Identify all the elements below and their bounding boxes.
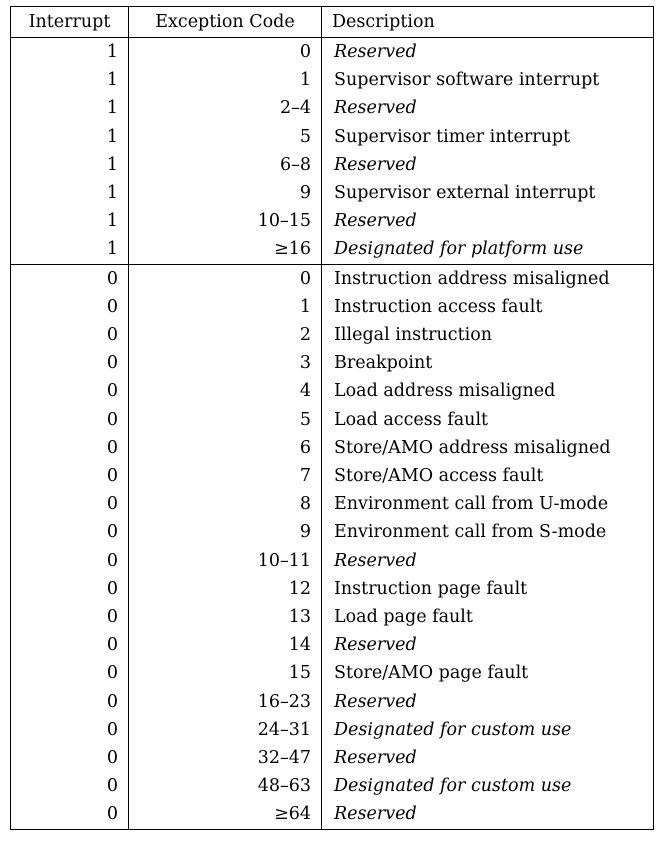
interrupt-cell: 0 <box>11 716 129 744</box>
table-row <box>11 603 654 631</box>
interrupt-cell: 0 <box>11 349 129 377</box>
description-cell: Illegal instruction <box>322 321 654 349</box>
description-cell: Supervisor software interrupt <box>322 66 654 94</box>
description-cell: Reserved <box>322 94 654 122</box>
table-row <box>11 151 654 179</box>
exception-code-cell: 48–63 <box>129 772 322 800</box>
exception-code-cell: 24–31 <box>129 716 322 744</box>
interrupt-cell: 0 <box>11 631 129 659</box>
interrupt-cell: 0 <box>11 659 129 687</box>
table-row <box>11 235 654 264</box>
interrupt-cell: 0 <box>11 321 129 349</box>
interrupt-cell: 0 <box>11 772 129 800</box>
interrupt-cell: 0 <box>11 462 129 490</box>
exception-code-cell: 0 <box>129 264 322 293</box>
description-cell: Reserved <box>322 744 654 772</box>
exception-code-cell: 32–47 <box>129 744 322 772</box>
description-cell: Breakpoint <box>322 349 654 377</box>
description-cell: Environment call from U-mode <box>322 490 654 518</box>
description-cell: Environment call from S-mode <box>322 518 654 546</box>
exception-code-cell: 1 <box>129 66 322 94</box>
interrupt-cell: 0 <box>11 434 129 462</box>
exception-code-cell: 8 <box>129 490 322 518</box>
interrupt-cell: 1 <box>11 66 129 94</box>
interrupt-cell: 1 <box>11 235 129 264</box>
table-row <box>11 631 654 659</box>
table-row <box>11 349 654 377</box>
table-row <box>11 518 654 546</box>
exception-code-cell: 13 <box>129 603 322 631</box>
table-row <box>11 800 654 829</box>
exception-code-cell: 0 <box>129 38 322 67</box>
interrupt-cell: 0 <box>11 377 129 405</box>
interrupt-cell: 1 <box>11 179 129 207</box>
interrupt-cell: 0 <box>11 490 129 518</box>
table-row <box>11 772 654 800</box>
description-cell: Reserved <box>322 800 654 829</box>
exception-code-cell: ≥16 <box>129 235 322 264</box>
exception-code-cell: 6–8 <box>129 151 322 179</box>
table-row <box>11 66 654 94</box>
exception-code-cell: 1 <box>129 293 322 321</box>
exception-code-cell: 12 <box>129 575 322 603</box>
description-cell: Reserved <box>322 38 654 67</box>
table-row <box>11 264 654 293</box>
table-row <box>11 207 654 235</box>
exception-code-cell: ≥64 <box>129 800 322 829</box>
description-cell: Designated for custom use <box>322 772 654 800</box>
description-cell: Designated for custom use <box>322 716 654 744</box>
description-cell: Designated for platform use <box>322 235 654 264</box>
exception-code-cell: 14 <box>129 631 322 659</box>
description-cell: Instruction address misaligned <box>322 264 654 293</box>
exception-code-cell: 2–4 <box>129 94 322 122</box>
description-cell: Reserved <box>322 631 654 659</box>
interrupt-cell: 1 <box>11 123 129 151</box>
exception-code-cell: 9 <box>129 179 322 207</box>
interrupt-cell: 0 <box>11 800 129 829</box>
table-row <box>11 490 654 518</box>
description-cell: Supervisor timer interrupt <box>322 123 654 151</box>
table-row <box>11 293 654 321</box>
description-cell: Load access fault <box>322 406 654 434</box>
table-row <box>11 406 654 434</box>
table-row <box>11 716 654 744</box>
interrupt-cell: 1 <box>11 38 129 67</box>
interrupt-cell: 0 <box>11 406 129 434</box>
exception-code-cell: 6 <box>129 434 322 462</box>
description-cell: Reserved <box>322 207 654 235</box>
table-body <box>11 38 654 830</box>
description-cell: Reserved <box>322 151 654 179</box>
interrupt-cell: 0 <box>11 293 129 321</box>
description-cell: Load address misaligned <box>322 377 654 405</box>
exception-code-cell: 5 <box>129 406 322 434</box>
interrupt-cell: 0 <box>11 518 129 546</box>
interrupt-cell: 0 <box>11 688 129 716</box>
table-row <box>11 123 654 151</box>
table-row <box>11 688 654 716</box>
interrupt-cell: 1 <box>11 207 129 235</box>
table-row <box>11 377 654 405</box>
interrupt-cell: 0 <box>11 744 129 772</box>
description-cell: Instruction access fault <box>322 293 654 321</box>
description-cell: Load page fault <box>322 603 654 631</box>
table-row <box>11 659 654 687</box>
exception-code-cell: 4 <box>129 377 322 405</box>
table-row <box>11 38 654 67</box>
table-row <box>11 94 654 122</box>
description-cell: Store/AMO page fault <box>322 659 654 687</box>
exception-code-cell: 10–15 <box>129 207 322 235</box>
table-row <box>11 462 654 490</box>
exception-code-cell: 15 <box>129 659 322 687</box>
exception-code-cell: 3 <box>129 349 322 377</box>
exception-code-cell: 2 <box>129 321 322 349</box>
exception-code-cell: 5 <box>129 123 322 151</box>
header-row <box>11 7 654 38</box>
interrupt-header: Interrupt <box>11 7 129 38</box>
interrupt-cell: 1 <box>11 151 129 179</box>
table-row <box>11 321 654 349</box>
table-row <box>11 575 654 603</box>
exception-code-cell: 7 <box>129 462 322 490</box>
interrupt-cell: 0 <box>11 264 129 293</box>
table-row <box>11 744 654 772</box>
exception-code-cell: 16–23 <box>129 688 322 716</box>
description-cell: Instruction page fault <box>322 575 654 603</box>
description-cell: Reserved <box>322 547 654 575</box>
interrupt-cell: 1 <box>11 94 129 122</box>
description-cell: Supervisor external interrupt <box>322 179 654 207</box>
description-cell: Reserved <box>322 688 654 716</box>
exception-code-cell: 9 <box>129 518 322 546</box>
exception-code-cell: 10–11 <box>129 547 322 575</box>
description-header: Description <box>322 7 654 38</box>
exception-code-header: Exception Code <box>129 7 322 38</box>
interrupt-cell: 0 <box>11 575 129 603</box>
table-row <box>11 179 654 207</box>
table-row <box>11 434 654 462</box>
interrupt-cell: 0 <box>11 547 129 575</box>
exception-code-table <box>10 6 654 830</box>
description-cell: Store/AMO address misaligned <box>322 434 654 462</box>
table-header <box>11 7 654 38</box>
interrupt-cell: 0 <box>11 603 129 631</box>
description-cell: Store/AMO access fault <box>322 462 654 490</box>
table-row <box>11 547 654 575</box>
